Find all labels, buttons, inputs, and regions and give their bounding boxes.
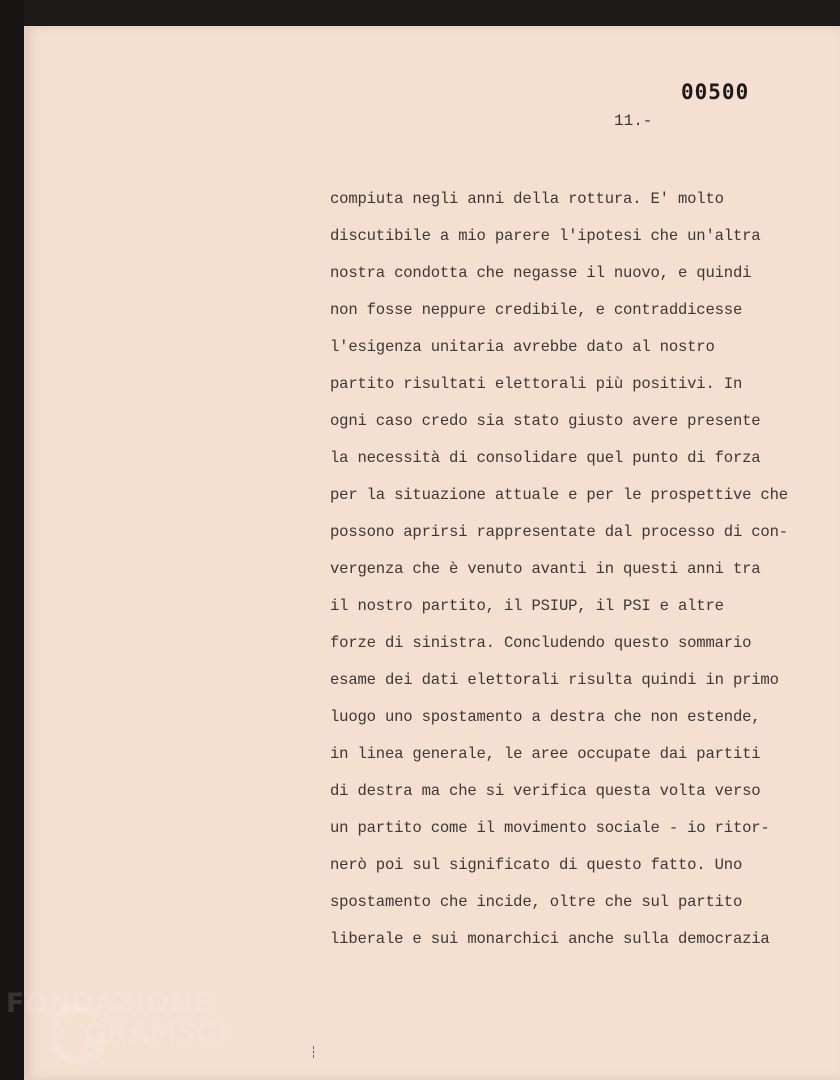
- text-line: spostamento che incide, oltre che sul partito: [330, 893, 743, 911]
- text-line: compiuta negli anni della rottura. E' molto: [330, 190, 724, 208]
- text-line: il nostro partito, il PSIUP, il PSI e altre: [330, 597, 724, 615]
- scan-background-top: [0, 0, 840, 26]
- paper-edge: [24, 26, 27, 1080]
- text-line: possono aprirsi rappresentate dal processo di con-: [330, 523, 788, 541]
- paper-speck: [313, 1046, 317, 1058]
- text-line: discutibile a mio parere l'ipotesi che un'altra: [330, 227, 761, 245]
- text-line: nostra condotta che negasse il nuovo, e quindi: [330, 264, 752, 282]
- text-line: in linea generale, le aree occupate dai partiti: [330, 745, 761, 763]
- text-line: la necessità di consolidare quel punto di forza: [330, 449, 761, 467]
- text-line: di destra ma che si verifica questa volta verso: [330, 782, 761, 800]
- text-line: partito risultati elettorali più positivi. In: [330, 375, 743, 393]
- watermark-line2: GRAMSCI: [84, 1018, 228, 1049]
- text-line: un partito come il movimento sociale - io ritor-: [330, 819, 770, 837]
- text-line: vergenza che è venuto avanti in questi anni tra: [330, 560, 761, 578]
- text-line: nerò poi sul significato di questo fatto. Uno: [330, 856, 743, 874]
- text-line: non fosse neppure credibile, e contraddicesse: [330, 301, 743, 319]
- archive-number: 00500: [681, 80, 750, 104]
- fondazione-gramsci-watermark: [6, 988, 228, 1078]
- text-line: esame dei dati elettorali risulta quindi in primo: [330, 671, 779, 689]
- text-line: per la situazione attuale e per le prospettive che: [330, 486, 788, 504]
- page-number: 11.-: [614, 112, 653, 130]
- typed-text-body: [330, 186, 810, 963]
- text-line: liberale e sui monarchici anche sulla democrazia: [330, 930, 770, 948]
- text-line: forze di sinistra. Concludendo questo sommario: [330, 634, 752, 652]
- text-line: luogo uno spostamento a destra che non estende,: [330, 708, 761, 726]
- scan-background-left: [0, 0, 24, 1080]
- text-line: l'esigenza unitaria avrebbe dato al nostro: [330, 338, 715, 356]
- watermark-line1: FONDAZIONE: [6, 988, 212, 1019]
- text-line: ogni caso credo sia stato giusto avere presente: [330, 412, 761, 430]
